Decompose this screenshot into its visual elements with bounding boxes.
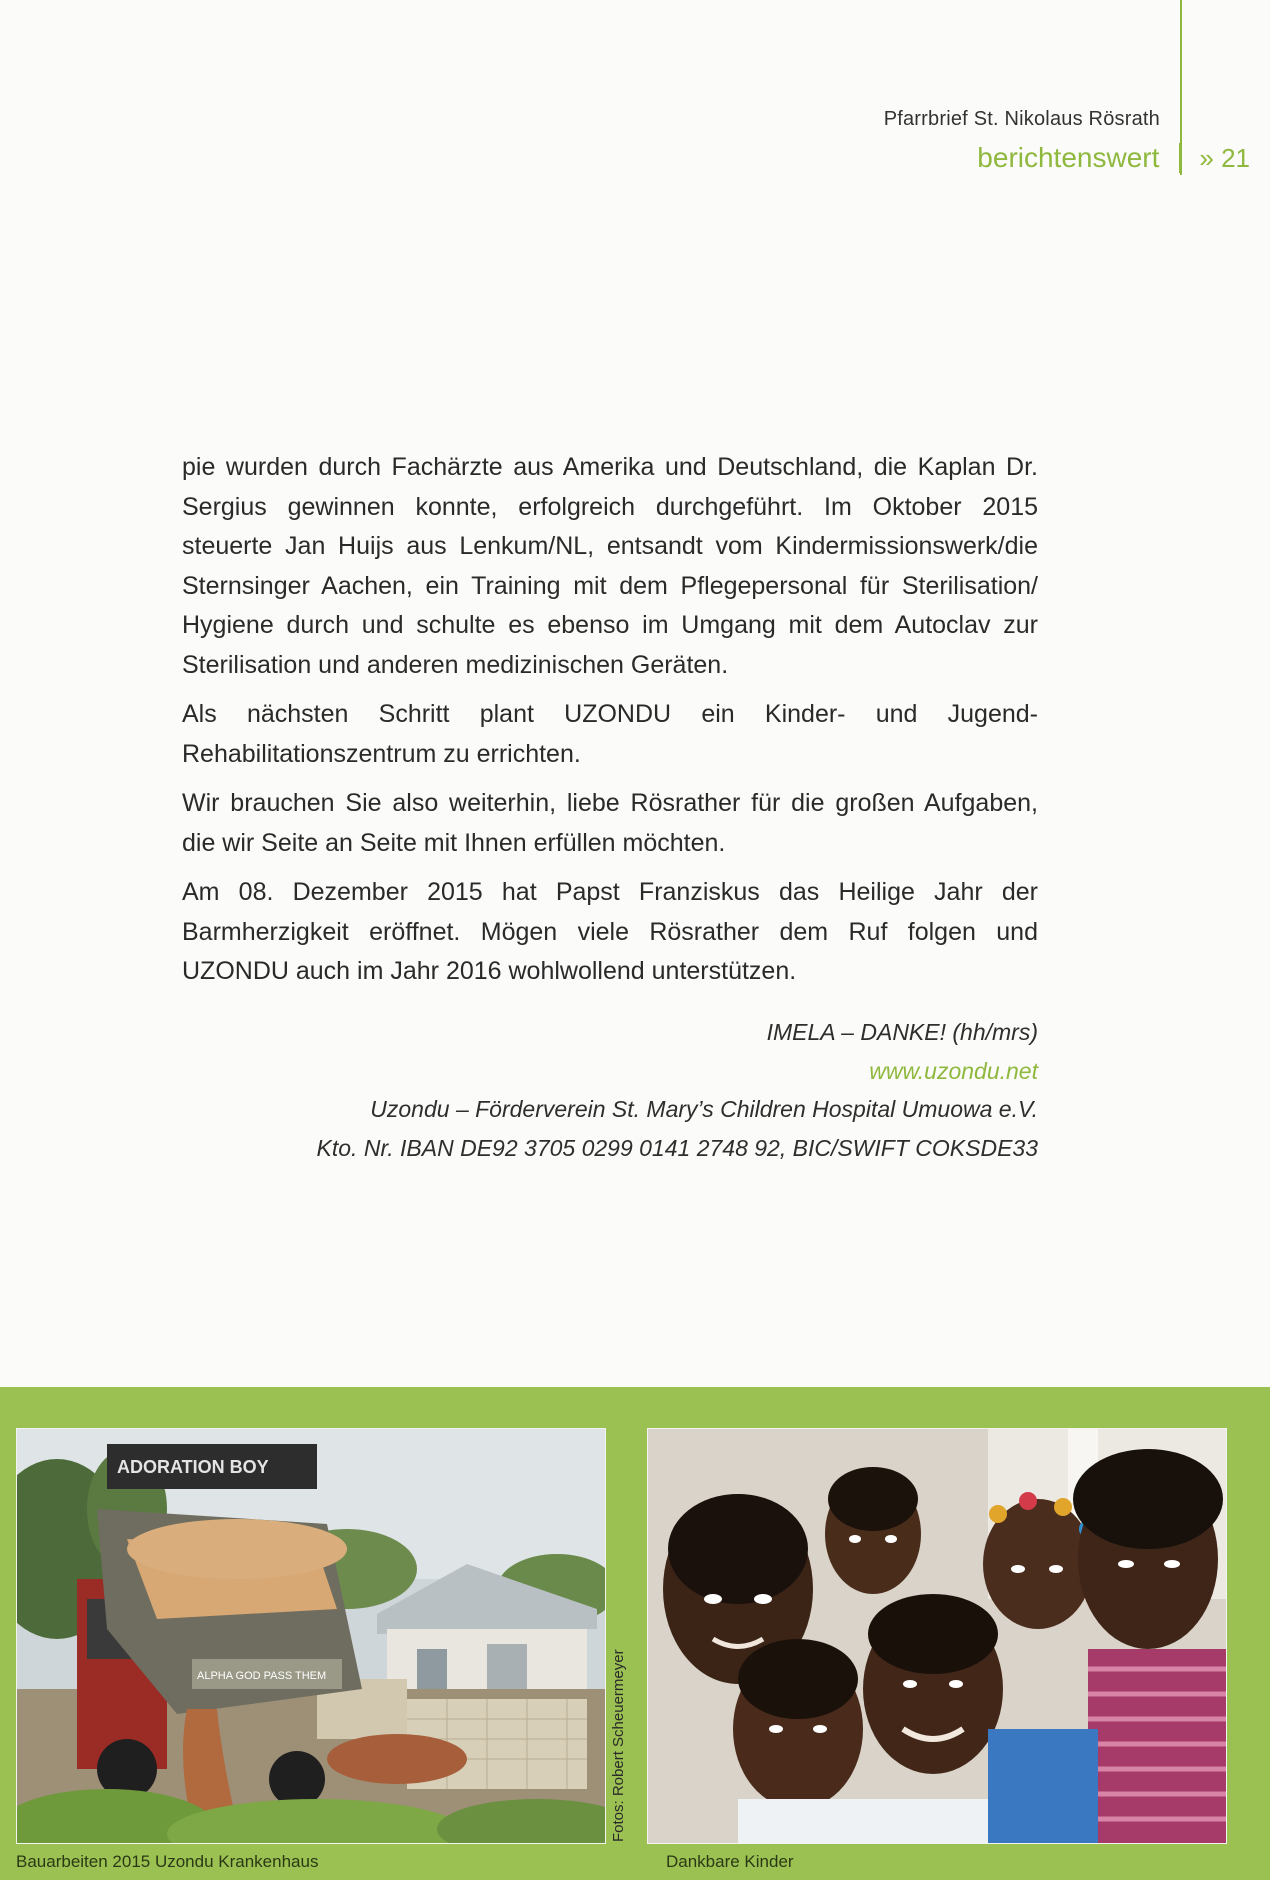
section-label: berichtenswert xyxy=(977,142,1160,173)
article-body xyxy=(182,448,1038,1002)
construction-photo xyxy=(16,1428,606,1844)
header-row xyxy=(977,142,1250,174)
paragraph: Wir brauchen Sie also weiterhin, liebe Rösrather für die großen Aufgaben, die wir Seite an Seite mit Ihnen erfüllen möchten. xyxy=(182,789,1038,857)
paragraph: pie wurden durch Fachärzte aus Amerika und Deutschland, die Kaplan Dr. Sergius gewinnen konnte, erfolgreich durchgeführt. Im Oktober 2015 steuerte Jan Huijs aus Lenkum/NL, entsandt vom Kindermissionswerk/die Sternsinger Aachen, ein Training mit dem Pflegepersonal für Sterilisation/ Hygiene durch und schulte es ebenso im Umgang mit dem Autoclav zur Sterilisation und anderen medizinischen Geräten. xyxy=(182,453,1038,679)
bleed-through-shadow xyxy=(130,270,1210,300)
page-number: » 21 xyxy=(1199,142,1250,173)
photo-credit: Fotos: Robert Scheuermeyer xyxy=(610,1649,627,1842)
bank-details: Kto. Nr. IBAN DE92 3705 0299 0141 2748 92, BIC/SWIFT COKSDE33 xyxy=(316,1134,1038,1161)
children-photo-image xyxy=(648,1429,1226,1843)
signature-block xyxy=(317,1013,1038,1167)
paragraph: Als nächsten Schritt plant UZONDU ein Kinder- und Jugend-Rehabilitationszentrum zu errichten. xyxy=(182,700,1038,768)
truck-sign: ADORATION BOY xyxy=(117,1457,269,1477)
right-photo-caption: Dankbare Kinder xyxy=(666,1852,794,1871)
signature-thanks: IMELA – DANKE! (hh/mrs) xyxy=(766,1019,1038,1045)
header-separator xyxy=(1179,143,1181,173)
construction-photo-image xyxy=(17,1429,605,1843)
children-photo xyxy=(647,1428,1227,1844)
website-link[interactable]: www.uzondu.net xyxy=(869,1057,1038,1084)
truck-plate: ALPHA GOD PASS THEM xyxy=(197,1670,327,1682)
publication-title: Pfarrbrief St. Nikolaus Rösrath xyxy=(883,108,1160,130)
organization-name: Uzondu – Förderverein St. Mary’s Children Hospital Umuowa e.V. xyxy=(370,1096,1038,1122)
left-photo-caption: Bauarbeiten 2015 Uzondu Krankenhaus xyxy=(16,1852,319,1871)
paragraph: Am 08. Dezember 2015 hat Papst Franziskus das Heilige Jahr der Barmherzigkeit eröffnet. Mögen viele Rösrather dem Ruf folgen und UZONDU auch im Jahr 2016 wohlwollend unterstützen. xyxy=(182,878,1038,985)
